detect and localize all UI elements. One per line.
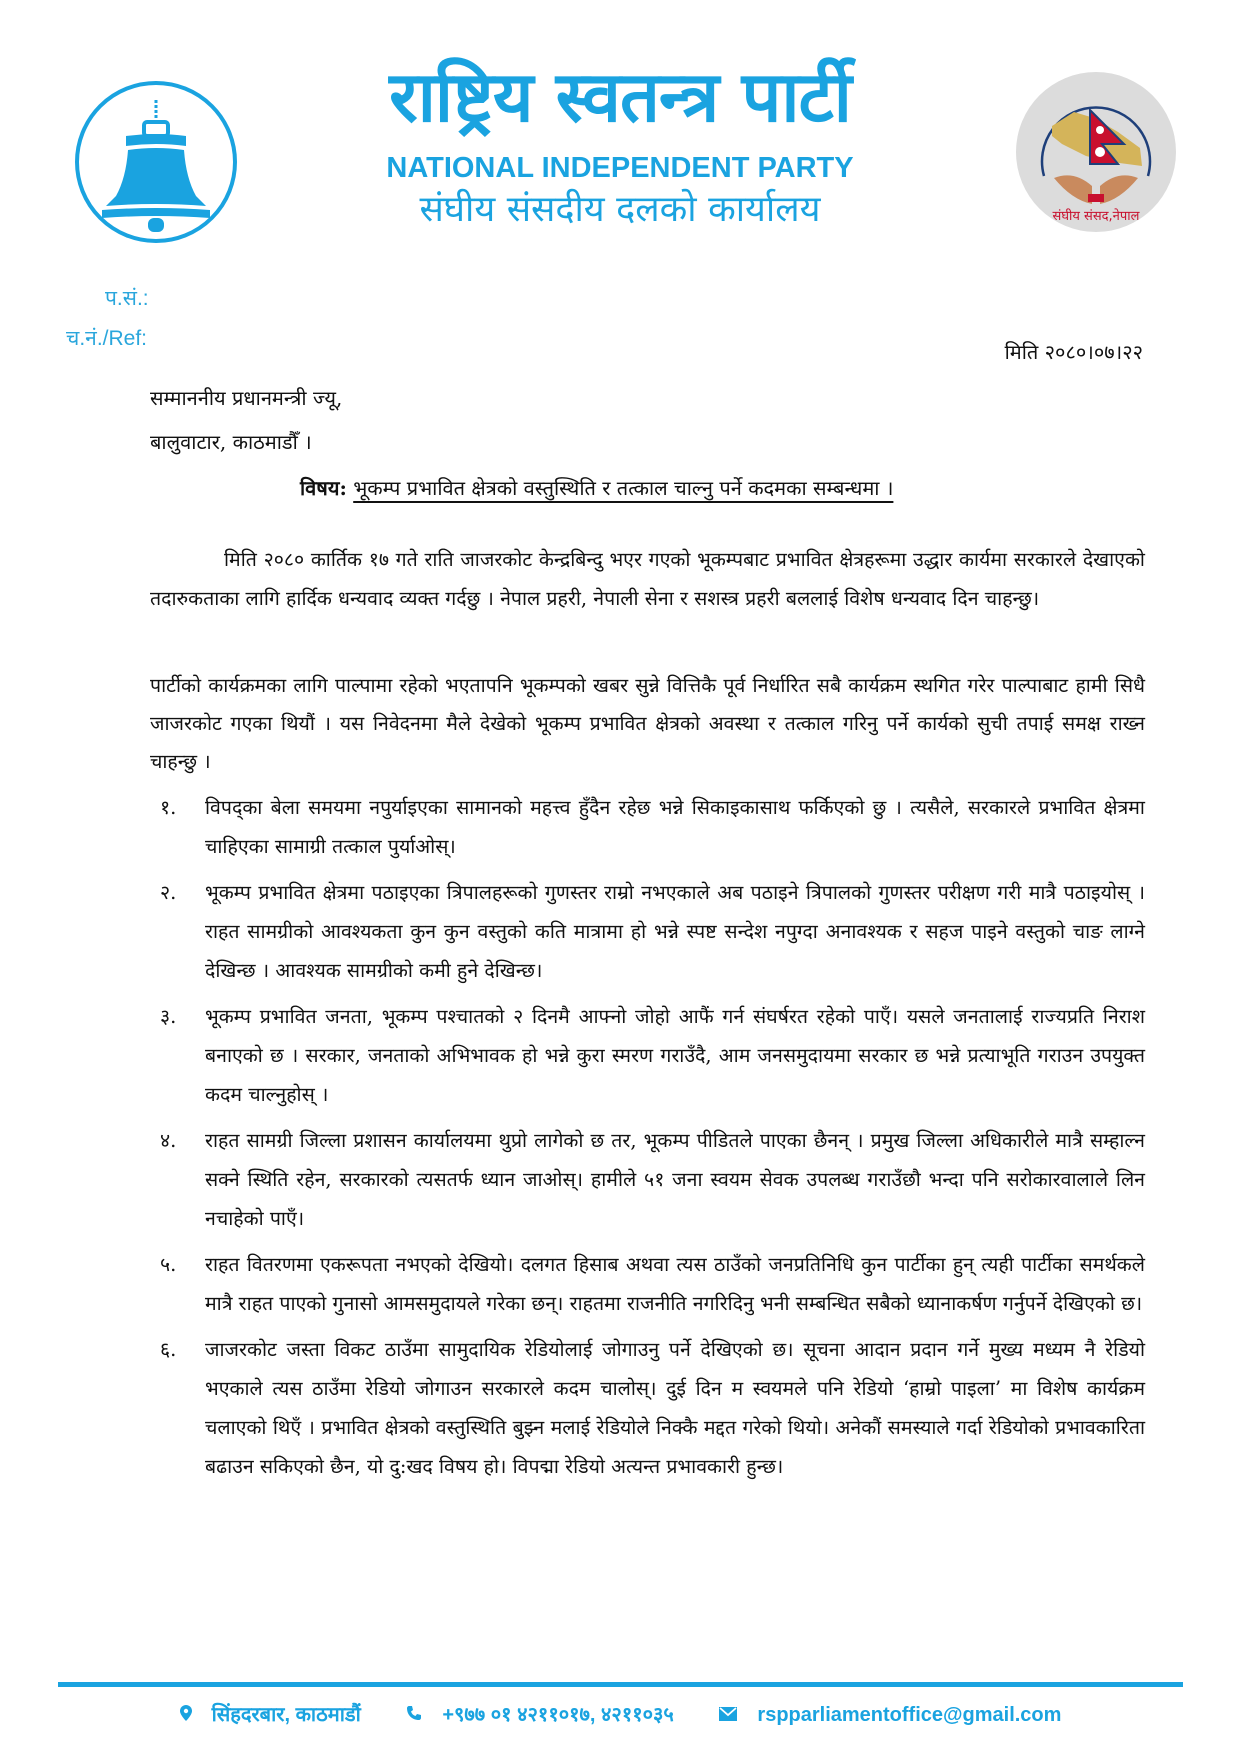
subject-text: भूकम्प प्रभावित क्षेत्रको वस्तुस्थिति र तत्काल चाल्नु पर्ने कदमका सम्बन्धमा । (353, 476, 894, 500)
list-item (150, 1121, 1145, 1238)
list-item-number: ५. (160, 1253, 177, 1276)
parliament-emblem-icon (1014, 70, 1178, 234)
mail-icon (719, 1704, 737, 1727)
list-item (150, 788, 1145, 866)
bell-logo (72, 78, 240, 246)
recipient-line-2: बालुवाटार, काठमाडौँ । (150, 430, 312, 454)
federal-parliament-emblem (1014, 70, 1178, 234)
footer-phone (396, 1704, 689, 1726)
list-item-number: ४. (160, 1129, 177, 1152)
paragraph-2: पार्टीको कार्यक्रमका लागि पाल्पामा रहेको भएतापनि भूकम्पको खबर सुन्ने वित्तिकै पूर्व निर्धारित सबै कार्यक्रम स्थगित गरेर पाल्पाबाट हामी सिधै जाजरकोट गएका थियौं । यस निवेदनमा मैले देखेको भूकम्प प्रभावित क्षेत्रको अवस्था र तत्काल गरिनु पर्ने कार्यको सुची तपाई समक्ष राख्न चाहन्छु । (150, 674, 1145, 773)
list-item-text: विपद्का बेला समयमा नपुर्याइएका सामानको महत्त्व हुँदैन रहेछ भन्ने सिकाइकासाथ फर्किएको छु । त्यसैले, सरकारले प्रभावित क्षेत्रमा चाहिएका सामाग्री तत्काल पुर्याओस्। (205, 796, 1145, 858)
subject-label: विषय: (300, 476, 347, 500)
phone-icon (406, 1704, 422, 1727)
party-title-english: NATIONAL INDEPENDENT PARTY (386, 152, 854, 184)
list-item (150, 1245, 1145, 1323)
list-item-number: ६. (160, 1338, 177, 1361)
footer-email-link[interactable]: rspparliamentoffice@gmail.com (757, 1704, 1062, 1726)
recipient-line-1: सम्माननीय प्रधानमन्त्री ज्यू, (150, 386, 343, 410)
footer-address (170, 1704, 377, 1726)
list-item-text: भूकम्प प्रभावित जनता, भूकम्प पश्चातको २ दिनमै आफ्नो जोहो आफैं गर्न संघर्षरत रहेको पाएँ। यसले जनतालाई राज्यप्रति निराश बनाएको छ । सरकार, जनताको अभिभावक हो भन्ने कुरा स्मरण गराउँदै, आम जनसमुदायमा सरकार छ भन्ने प्रत्याभूति गराउन उपयुक्त कदम चाल्नुहोस् । (205, 1005, 1145, 1106)
letter-date: मिति २०८०।०७।२२ (1004, 340, 1143, 364)
list-item (150, 1330, 1145, 1486)
list-item (150, 873, 1145, 990)
footer-phone-text: +९७७ ०१ ४२११०१७, ४२११०३५ (442, 1704, 674, 1726)
footer-contact (58, 1700, 1183, 1727)
ref-label: च.नं./Ref: (66, 327, 148, 350)
list-item-text: राहत वितरणमा एकरूपता नभएको देखियो। दलगत हिसाब अथवा त्यस ठाउँको जनप्रतिनिधि कुन पार्टीका हुन् त्यही पार्टीका समर्थकले मात्रै राहत पाएको गुनासो आमसमुदायले गरेका छन्। राहतमा राजनीति नगरिदिनु भनी सम्बन्धित सबैको ध्यानाकर्षण गर्नुपर्ने देखिएको छ। (205, 1253, 1145, 1315)
footer-address-text: सिंहदरबार, काठमाडौं (211, 1704, 361, 1726)
ps-label: प.सं.: (105, 287, 149, 310)
footer-email (709, 1704, 1071, 1726)
list-item-text: राहत सामग्री जिल्ला प्रशासन कार्यालयमा थुप्रो लागेको छ तर, भूकम्प पीडितले पाएका छैनन् । प्रमुख जिल्ला अधिकारीले मात्रै सम्हाल्न सक्ने स्थिति रहेन, सरकारको त्यसतर्फ ध्यान जाओस्। हामीले ५१ जना स्वयम सेवक उपलब्ध गराउँछौ भन्दा पनि सरोकारवालाले लिन नचाहेको पाएँ। (205, 1129, 1145, 1230)
list-item-text: भूकम्प प्रभावित क्षेत्रमा पठाइएका त्रिपालहरूको गुणस्तर राम्रो नभएकाले अब पठाइने त्रिपालको गुणस्तर परीक्षण गरी मात्रै पठाइयोस् । राहत सामग्रीको आवश्यकता कुन कुन वस्तुको कति मात्रामा हो भन्ने स्पष्ट सन्देश नपुग्दा अनावश्यक र सहज पाइने वस्तुको चाङ लाग्ने देखिन्छ । आवश्यक सामग्रीको कमी हुने देखिन्छ। (205, 881, 1145, 982)
paragraph-1: मिति २०८० कार्तिक १७ गते राति जाजरकोट केन्द्रबिन्दु भएर गएको भूकम्पबाट प्रभावित क्षेत्रहरूमा उद्धार कार्यमा सरकारले देखाएको तदारुकताका लागि हार्दिक धन्यवाद व्यक्त गर्दछु । नेपाल प्रहरी, नेपाली सेना र सशस्त्र प्रहरी बललाई विशेष धन्यवाद दिन चाहन्छु। (150, 548, 1145, 610)
list-item (150, 997, 1145, 1114)
bell-icon (72, 78, 240, 246)
list-item-text: जाजरकोट जस्ता विकट ठाउँमा सामुदायिक रेडियोलाई जोगाउनु पर्ने देखिएको छ। सूचना आदान प्रदान गर्ने मुख्य मध्यम नै रेडियो भएकाले त्यस ठाउँमा रेडियो जोगाउन सरकारले कदम चालोस्। दुई दिन म स्वयमले पनि रेडियो ‘हाम्रो पाइला’ मा विशेष कार्यक्रम चलाएको थिएँ । प्रभावित क्षेत्रको वस्तुस्थिति बुझ्न मलाई रेडियोले निक्कै मद्दत गरेको थियो। अनेकौं समस्याले गर्दा रेडियोको प्रभावकारिता बढाउन सकिएको छैन, यो दु:खद विषय हो। विपद्मा रेडियो अत्यन्त प्रभावकारी हुन्छ। (205, 1338, 1145, 1478)
list-item-number: १. (160, 796, 177, 819)
party-title-devanagari: राष्ट्रिय स्वतन्त्र पार्टी (389, 56, 851, 138)
office-title: संघीय संसदीय दलको कार्यालय (419, 189, 821, 230)
footer-divider (58, 1682, 1183, 1687)
emblem-caption: संघीय संसद,नेपाल (1052, 209, 1140, 224)
action-list (150, 788, 1145, 1493)
location-pin-icon (180, 1704, 192, 1727)
list-item-number: २. (160, 881, 177, 904)
list-item-number: ३. (160, 1005, 177, 1028)
subject-line (300, 474, 893, 501)
